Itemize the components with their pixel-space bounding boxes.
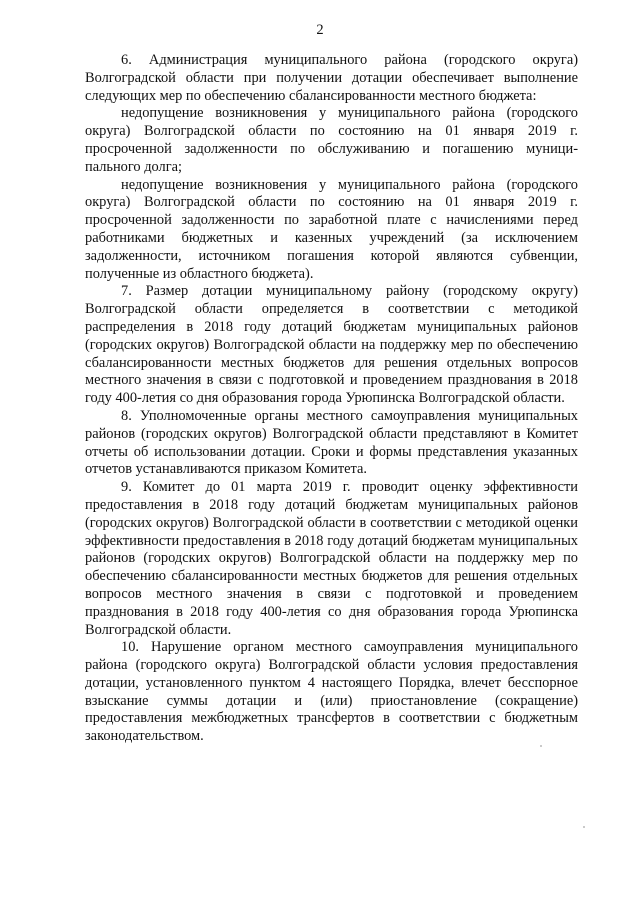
scan-speck (583, 826, 585, 828)
document-body (85, 52, 578, 746)
paragraph-6: 6. Администрация муниципального района (городского округа) Волгоградской области при получении дотации обеспечивает выполнение следующих мер по обеспечению сбалансированности местного бюджета: (85, 52, 578, 104)
page-number: 2 (316, 22, 324, 38)
paragraph-6-measure-salary: недопущение возникновения у муниципального района (городского округа) Волгоградской области по состоянию на 01 января 2019 г. просроченной задолженности по заработной плате с начислениями перед работниками бюджетных и казенных учреждений (за исключением задолженности, источником погашения которой являются субвенции, полученные из областного бюджета). (85, 176, 578, 282)
paragraph-9: 9. Комитет до 01 марта 2019 г. проводит оценку эффективности предоставления в 2018 году дотаций бюджетам муниципальных районов (городских округов) Волгоградской области в соответствии с методикой оценки эффективности предоставления в 2018 году дотаций бюджетам муниципальных районов (городских округов) Волгоградской области на поддержку мер по обеспечению сбалансированности местных бюджетов для решения отдельных вопросов местного значения в связи с подготовкой и проведением празднования в 2018 году 400-летия со дня образования города Урюпинска Волгоградской области. (85, 479, 578, 638)
paragraph-6-measure-debt: недопущение возникновения у муниципального района (городского округа) Волгоградской области по состоянию на 01 января 2019 г. просроченной задолженности по обслуживанию и погашению муници-пального долга; (85, 105, 578, 175)
paragraph-10: 10. Нарушение органом местного самоуправления муниципального района (городского округа) Волгоградской области условия предоставления дотации, установленного пунктом 4 настоящего Порядка, влечет бесспорное взыскание суммы дотации и (или) приостановление (сокращение) предоставления межбюджетных трансфертов в соответствии с бюджетным законодательством. (85, 639, 578, 745)
scan-speck (540, 745, 542, 747)
paragraph-7: 7. Размер дотации муниципальному району (городскому округу) Волгоградской области определяется в соответствии с методикой распределения в 2018 году дотаций бюджетам муниципальных районов (городских округов) Волгоградской области на поддержку мер по обеспечению сбалансированности местных бюджетов для решения отдельных вопросов местного значения в связи с подготовкой и проведением празднования в 2018 году 400-летия со дня образования города Урюпинска Волгоградской области. (85, 283, 578, 407)
paragraph-8: 8. Уполномоченные органы местного самоуправления муниципальных районов (городских округов) Волгоградской области представляют в Комитет отчеты об использовании дотации. Сроки и формы представления указанных отчетов устанавливаются приказом Комитета. (85, 407, 578, 478)
